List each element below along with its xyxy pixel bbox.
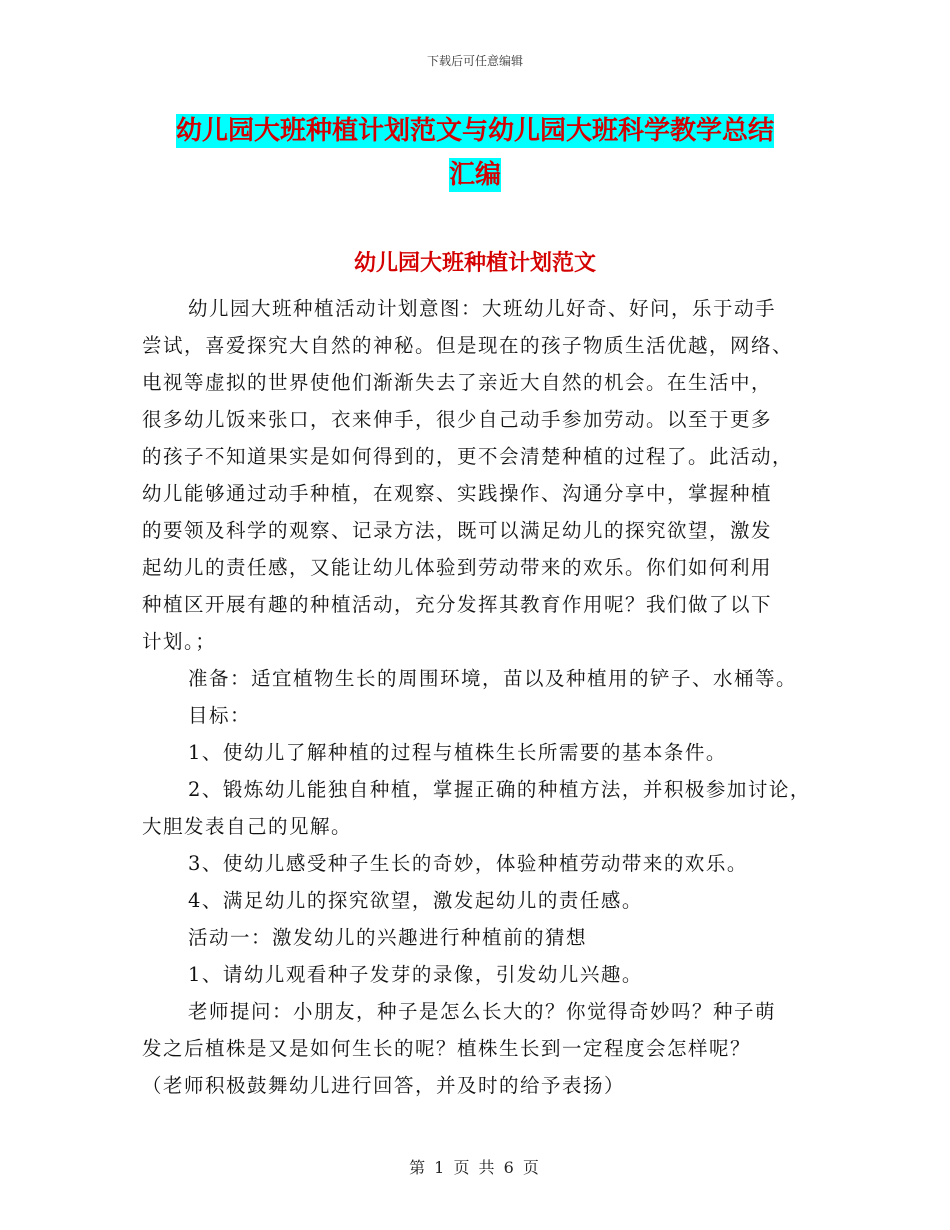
- text-line: 发之后植株是又是如何生长的呢？植株生长到一定程度会怎样呢？: [142, 1037, 752, 1060]
- text-line: 3、使幼儿感受种子生长的奇妙，体验种植劳动带来的欢乐。: [188, 852, 748, 875]
- text-line: 电视等虚拟的世界使他们渐渐失去了亲近大自然的机会。在生活中，: [142, 371, 773, 394]
- text-line: 活动一：激发幼儿的兴趣进行种植前的猜想: [188, 926, 588, 949]
- document-title-line-2: 汇编: [448, 160, 501, 190]
- text-line: 1、请幼儿观看种子发芽的录像，引发幼儿兴趣。: [188, 963, 643, 986]
- section-title: 幼儿园大班种植计划范文: [353, 251, 596, 276]
- text-line: 的要领及科学的观察、记录方法，既可以满足幼儿的探究欲望，激发: [142, 519, 773, 542]
- text-line: 计划。；: [142, 630, 217, 653]
- text-line: （老师积极鼓舞幼儿进行回答，并及时的给予表扬）: [142, 1074, 626, 1097]
- body-text: [142, 290, 822, 1104]
- text-line: 大胆发表自己的见解。: [142, 815, 353, 838]
- text-line: 老师提问：小朋友，种子是怎么长大的？你觉得奇妙吗？种子萌: [188, 1000, 777, 1023]
- page-footer: 第 1 页 共 6 页: [409, 1158, 541, 1177]
- text-line: 尝试，喜爱探究大自然的神秘。但是现在的孩子物质生活优越，网络、: [142, 334, 794, 357]
- text-line: 1、使幼儿了解种植的过程与植株生长所需要的基本条件。: [188, 741, 727, 764]
- text-line: 幼儿园大班种植活动计划意图：大班幼儿好奇、好问，乐于动手: [188, 297, 777, 320]
- text-line: 起幼儿的责任感，又能让幼儿体验到劳动带来的欢乐。你们如何利用: [142, 556, 773, 579]
- text-line: 的孩子不知道果实是如何得到的，更不会清楚种植的过程了。此活动，: [142, 445, 794, 468]
- page-header: 下载后可任意编辑: [426, 54, 523, 68]
- text-line: 2、锻炼幼儿能独自种植，掌握正确的种植方法，并积极参加讨论，: [188, 778, 811, 801]
- text-line: 幼儿能够通过动手种植，在观察、实践操作、沟通分享中，掌握种植: [142, 482, 773, 505]
- text-line: 种植区开展有趣的种植活动，充分发挥其教育作用呢？我们做了以下: [142, 593, 773, 616]
- text-line: 4、满足幼儿的探究欲望，激发起幼儿的责任感。: [188, 889, 643, 912]
- text-line: 很多幼儿饭来张口，衣来伸手，很少自己动手参加劳动。以至于更多: [142, 408, 773, 431]
- text-line: 目标：: [188, 704, 252, 727]
- text-line: 准备：适宜植物生长的周围环境，苗以及种植用的铲子、水桶等。: [188, 667, 798, 690]
- document-title-line-1: 幼儿园大班种植计划范文与幼儿园大班科学教学总结: [175, 116, 774, 146]
